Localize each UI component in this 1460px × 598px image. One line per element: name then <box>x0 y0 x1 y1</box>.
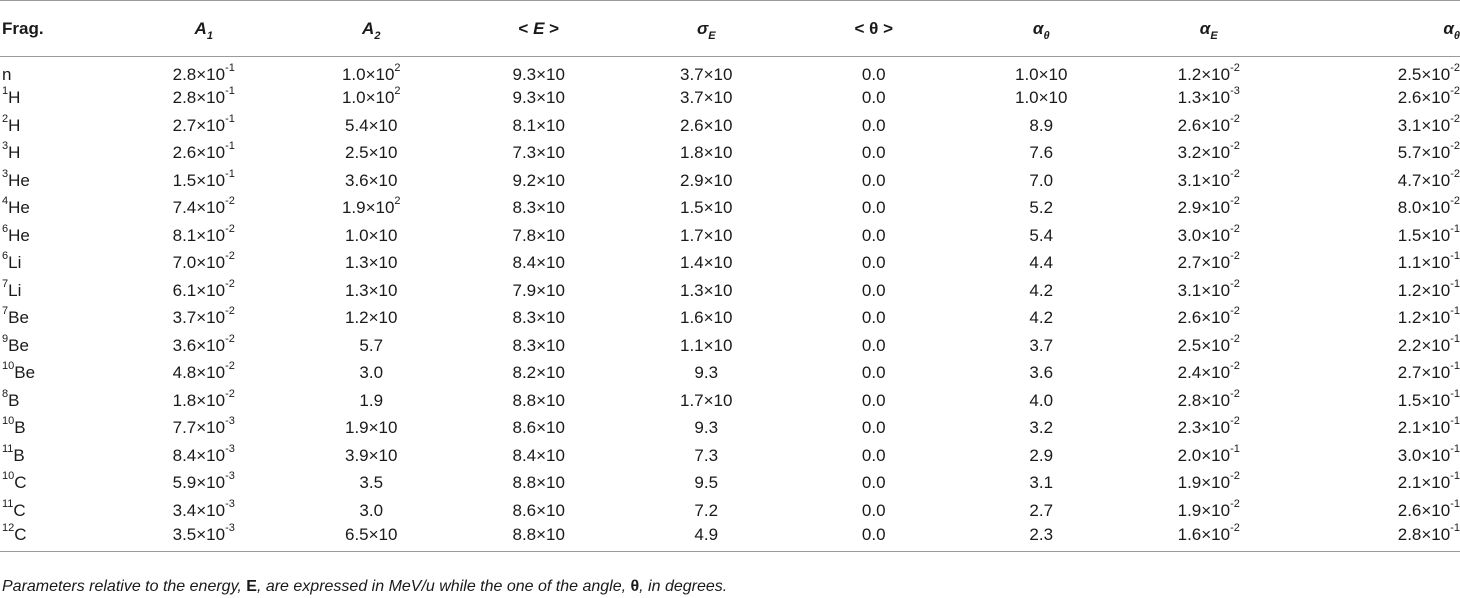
cell-alpha-theta: 3.7 <box>1029 335 1054 355</box>
cell-a2: 2.5×10 <box>345 143 398 163</box>
cell-alpha-theta-2: $2.8\times 10^{-1}$ <box>1397 522 1460 544</box>
cell-fragment: $^7$Be <box>2 305 29 328</box>
cell-mean-energy: 8.3×10 <box>512 198 565 218</box>
cell-mean-energy: 8.3×10 <box>512 335 565 355</box>
header-mean-energy: < E > <box>455 1 623 57</box>
cell-sigma-e: 9.3 <box>694 363 719 383</box>
cell-sigma-e: 1.7×10 <box>680 390 733 410</box>
table-row <box>0 84 1460 112</box>
cell-alpha-theta-2: $2.6\times 10^{-2}$ <box>1397 85 1460 108</box>
cell-mean-energy: 9.2×10 <box>512 170 565 190</box>
cell-alpha-theta: 4.2 <box>1029 308 1054 328</box>
cell-a1: $1.5\times 10^{-1}$ <box>172 167 235 190</box>
table-body <box>0 57 1460 552</box>
cell-alpha-theta: 7.0 <box>1029 170 1054 190</box>
cell-alpha-theta-2: $2.5\times 10^{-2}$ <box>1397 62 1460 84</box>
cell-a1: $6.1\times 10^{-2}$ <box>172 277 235 300</box>
cell-alpha-e: $2.9\times 10^{-2}$ <box>1177 195 1240 218</box>
cell-alpha-theta-2: $1.1\times 10^{-1}$ <box>1397 250 1460 273</box>
cell-a2: 3.9×10 <box>345 445 398 465</box>
cell-alpha-e: $2.7\times 10^{-2}$ <box>1177 250 1240 273</box>
cell-mean-theta: 0.0 <box>861 473 886 493</box>
cell-alpha-theta: 2.3 <box>1029 525 1054 544</box>
cell-mean-theta: 0.0 <box>861 198 886 218</box>
cell-mean-energy: 8.4×10 <box>512 445 565 465</box>
cell-sigma-e: 1.5×10 <box>680 198 733 218</box>
cell-alpha-theta-2: $3.1\times 10^{-2}$ <box>1397 112 1460 135</box>
cell-mean-energy: 8.3×10 <box>512 308 565 328</box>
cell-mean-theta: 0.0 <box>861 445 886 465</box>
cell-mean-theta: 0.0 <box>861 418 886 438</box>
cell-a1: $7.0\times 10^{-2}$ <box>172 250 235 273</box>
cell-sigma-e: 2.6×10 <box>680 115 733 135</box>
cell-alpha-e: $2.8\times 10^{-2}$ <box>1177 387 1240 410</box>
table-header <box>0 1 1460 57</box>
cell-a1: $3.6\times 10^{-2}$ <box>172 332 235 355</box>
header-a2: $A_2$ <box>288 1 456 57</box>
cell-alpha-theta-2: $1.5\times 10^{-1}$ <box>1397 387 1460 410</box>
cell-fragment: $^3$H <box>2 140 21 163</box>
cell-mean-energy: 8.8×10 <box>512 525 565 544</box>
cell-fragment: $^{10}$B <box>2 415 26 438</box>
table-row <box>0 194 1460 222</box>
cell-alpha-theta: 4.2 <box>1029 280 1054 300</box>
cell-sigma-e: 1.3×10 <box>680 280 733 300</box>
cell-sigma-e: 9.3 <box>694 418 719 438</box>
cell-alpha-theta-2: $1.5\times 10^{-1}$ <box>1397 222 1460 245</box>
cell-alpha-e: $1.9\times 10^{-2}$ <box>1177 470 1240 493</box>
cell-mean-theta: 0.0 <box>861 170 886 190</box>
cell-alpha-e: $2.3\times 10^{-2}$ <box>1177 415 1240 438</box>
cell-mean-energy: 8.6×10 <box>512 500 565 520</box>
cell-fragment: $^{10}$C <box>2 470 27 493</box>
table-row <box>0 222 1460 250</box>
table-row <box>0 442 1460 470</box>
cell-sigma-e: 1.7×10 <box>680 225 733 245</box>
cell-sigma-e: 3.7×10 <box>680 65 733 84</box>
cell-alpha-theta-2: $2.1\times 10^{-1}$ <box>1397 415 1460 438</box>
cell-a2: 1.3×10 <box>345 253 398 273</box>
cell-a1: $3.5\times 10^{-3}$ <box>172 522 235 544</box>
cell-alpha-e: $1.6\times 10^{-2}$ <box>1177 522 1240 544</box>
cell-alpha-theta: 3.1 <box>1029 473 1054 493</box>
cell-a2: 5.4×10 <box>345 115 398 135</box>
cell-sigma-e: 1.4×10 <box>680 253 733 273</box>
cell-a1: $8.4\times 10^{-3}$ <box>172 442 235 465</box>
cell-alpha-theta: 4.4 <box>1029 253 1054 273</box>
table-row <box>0 414 1460 442</box>
cell-mean-energy: 8.8×10 <box>512 473 565 493</box>
cell-mean-energy: 7.8×10 <box>512 225 565 245</box>
cell-alpha-theta-2: $4.7\times 10^{-2}$ <box>1397 167 1460 190</box>
table-row <box>0 167 1460 195</box>
header-frag: Frag. <box>0 1 120 57</box>
header-alpha-e: $\alpha_E$ <box>1125 1 1293 57</box>
cell-a2: 3.5 <box>359 473 384 493</box>
cell-fragment: $^9$Be <box>2 332 29 355</box>
cell-a1: $3.4\times 10^{-3}$ <box>172 497 235 520</box>
cell-a1: $2.8\times 10^{-1}$ <box>172 85 235 108</box>
cell-a1: $8.1\times 10^{-2}$ <box>172 222 235 245</box>
cell-mean-theta: 0.0 <box>861 225 886 245</box>
cell-alpha-theta-2: $1.2\times 10^{-1}$ <box>1397 305 1460 328</box>
cell-mean-theta: 0.0 <box>861 143 886 163</box>
cell-fragment: $^7$Li <box>2 277 22 300</box>
cell-sigma-e: 2.9×10 <box>680 170 733 190</box>
cell-a2: 1.2×10 <box>345 308 398 328</box>
cell-a1: $7.7\times 10^{-3}$ <box>172 415 235 438</box>
cell-alpha-theta: 5.2 <box>1029 198 1054 218</box>
cell-a2: $1.0\times 10^2$ <box>341 85 401 108</box>
cell-sigma-e: 4.9 <box>694 525 719 544</box>
cell-alpha-theta: 2.7 <box>1029 500 1054 520</box>
cell-a1: $7.4\times 10^{-2}$ <box>172 195 235 218</box>
cell-alpha-e: $1.9\times 10^{-2}$ <box>1177 497 1240 520</box>
cell-a1: $2.6\times 10^{-1}$ <box>172 140 235 163</box>
cell-a1: $3.7\times 10^{-2}$ <box>172 305 235 328</box>
cell-mean-energy: 9.3×10 <box>512 88 565 108</box>
cell-alpha-theta-2: $2.7\times 10^{-1}$ <box>1397 360 1460 383</box>
cell-fragment: $^{11}$B <box>2 442 25 465</box>
cell-a2: 1.9×10 <box>345 418 398 438</box>
cell-alpha-theta-2: $1.2\times 10^{-1}$ <box>1397 277 1460 300</box>
table-row <box>0 469 1460 497</box>
cell-a2: 5.7 <box>359 335 384 355</box>
cell-alpha-e: $3.1\times 10^{-2}$ <box>1177 167 1240 190</box>
cell-mean-energy: 7.9×10 <box>512 280 565 300</box>
cell-alpha-theta: 8.9 <box>1029 115 1054 135</box>
cell-mean-theta: 0.0 <box>861 280 886 300</box>
cell-alpha-e: $2.6\times 10^{-2}$ <box>1177 112 1240 135</box>
cell-fragment: $^{11}$C <box>2 497 26 520</box>
cell-fragment: $^{10}$Be <box>2 360 36 383</box>
cell-mean-theta: 0.0 <box>861 115 886 135</box>
cell-a1: $5.9\times 10^{-3}$ <box>172 470 235 493</box>
cell-alpha-theta-2: $3.0\times 10^{-1}$ <box>1397 442 1460 465</box>
cell-a2: 1.3×10 <box>345 280 398 300</box>
cell-alpha-theta: 7.6 <box>1029 143 1054 163</box>
cell-mean-theta: 0.0 <box>861 500 886 520</box>
table-row <box>0 277 1460 305</box>
cell-a1: $2.7\times 10^{-1}$ <box>172 112 235 135</box>
cell-a2: 6.5×10 <box>345 525 398 544</box>
table-row <box>0 332 1460 360</box>
cell-mean-theta: 0.0 <box>861 65 886 84</box>
cell-mean-theta: 0.0 <box>861 525 886 544</box>
cell-sigma-e: 7.3 <box>694 445 719 465</box>
cell-alpha-e: $1.2\times 10^{-2}$ <box>1177 62 1240 84</box>
header-mean-theta: < θ > <box>790 1 958 57</box>
cell-a2: 3.0 <box>359 363 384 383</box>
cell-alpha-theta-2: $5.7\times 10^{-2}$ <box>1397 140 1460 163</box>
table-row <box>0 304 1460 332</box>
cell-alpha-theta: 4.0 <box>1029 390 1054 410</box>
cell-mean-energy: 8.8×10 <box>512 390 565 410</box>
cell-alpha-theta: 1.0×10 <box>1015 65 1068 84</box>
cell-alpha-e: $2.6\times 10^{-2}$ <box>1177 305 1240 328</box>
cell-alpha-e: $3.2\times 10^{-2}$ <box>1177 140 1240 163</box>
cell-alpha-theta: 3.2 <box>1029 418 1054 438</box>
header-sigma-e: $\sigma_E$ <box>623 1 791 57</box>
header-a1: $A_1$ <box>120 1 288 57</box>
table-row <box>0 524 1460 552</box>
cell-mean-theta: 0.0 <box>861 390 886 410</box>
cell-mean-theta: 0.0 <box>861 88 886 108</box>
cell-alpha-theta: 3.6 <box>1029 363 1054 383</box>
cell-mean-theta: 0.0 <box>861 308 886 328</box>
cell-fragment: $^4$He <box>2 195 30 218</box>
cell-alpha-theta: 2.9 <box>1029 445 1054 465</box>
cell-mean-energy: 8.1×10 <box>512 115 565 135</box>
header-alpha-theta-2: $\alpha_\theta$ <box>1293 1 1460 57</box>
cell-mean-theta: 0.0 <box>861 253 886 273</box>
cell-alpha-theta-2: $2.1\times 10^{-1}$ <box>1397 470 1460 493</box>
cell-fragment: $^1$H <box>2 85 21 108</box>
table-row <box>0 387 1460 415</box>
cell-a2: 1.0×10 <box>345 225 398 245</box>
cell-sigma-e: 9.5 <box>694 473 719 493</box>
table-footnote: Parameters relative to the energy, E, are expressed in MeV/u while the one of the angle, θ, in degrees. <box>2 578 728 595</box>
cell-alpha-theta: 5.4 <box>1029 225 1054 245</box>
cell-a2: 1.9 <box>359 390 384 410</box>
header-alpha-theta: $\alpha_\theta$ <box>958 1 1126 57</box>
cell-alpha-theta: 1.0×10 <box>1015 88 1068 108</box>
cell-a2: 3.6×10 <box>345 170 398 190</box>
cell-alpha-e: $2.0\times 10^{-1}$ <box>1177 442 1240 465</box>
cell-alpha-theta-2: $2.6\times 10^{-1}$ <box>1397 497 1460 520</box>
cell-a2: $1.0\times 10^2$ <box>341 62 401 84</box>
table-row <box>0 359 1460 387</box>
cell-fragment: $^6$He <box>2 222 30 245</box>
cell-fragment: $^2$H <box>2 112 21 135</box>
cell-sigma-e: 1.1×10 <box>680 335 733 355</box>
cell-alpha-e: $3.0\times 10^{-2}$ <box>1177 222 1240 245</box>
cell-mean-energy: 8.2×10 <box>512 363 565 383</box>
table-row <box>0 497 1460 525</box>
cell-a1: $2.8\times 10^{-1}$ <box>172 62 235 84</box>
cell-fragment: $^3$He <box>2 167 30 190</box>
cell-alpha-theta-2: $8.0\times 10^{-2}$ <box>1397 195 1460 218</box>
cell-a2: 3.0 <box>359 500 384 520</box>
cell-sigma-e: 1.8×10 <box>680 143 733 163</box>
table-row <box>0 139 1460 167</box>
cell-fragment: $^6$Li <box>2 250 22 273</box>
cell-a2: $1.9\times 10^2$ <box>341 195 401 218</box>
table-row <box>0 112 1460 140</box>
cell-alpha-theta-2: $2.2\times 10^{-1}$ <box>1397 332 1460 355</box>
cell-mean-energy: 7.3×10 <box>512 143 565 163</box>
cell-alpha-e: $2.5\times 10^{-2}$ <box>1177 332 1240 355</box>
cell-fragment: $^{12}$C <box>2 522 27 544</box>
cell-mean-energy: 8.6×10 <box>512 418 565 438</box>
cell-sigma-e: 1.6×10 <box>680 308 733 328</box>
cell-alpha-e: $1.3\times 10^{-3}$ <box>1177 85 1240 108</box>
cell-mean-energy: 8.4×10 <box>512 253 565 273</box>
cell-mean-theta: 0.0 <box>861 335 886 355</box>
cell-a1: $4.8\times 10^{-2}$ <box>172 360 235 383</box>
cell-sigma-e: 7.2 <box>694 500 719 520</box>
cell-mean-theta: 0.0 <box>861 363 886 383</box>
cell-alpha-e: $3.1\times 10^{-2}$ <box>1177 277 1240 300</box>
table-row <box>0 249 1460 277</box>
table-row <box>0 57 1460 85</box>
cell-mean-energy: 9.3×10 <box>512 65 565 84</box>
cell-alpha-e: $2.4\times 10^{-2}$ <box>1177 360 1240 383</box>
header-row <box>0 1 1460 57</box>
cell-sigma-e: 3.7×10 <box>680 88 733 108</box>
cell-fragment: $^8$B <box>2 387 20 410</box>
cell-fragment: n <box>2 65 12 84</box>
cell-a1: $1.8\times 10^{-2}$ <box>172 387 235 410</box>
